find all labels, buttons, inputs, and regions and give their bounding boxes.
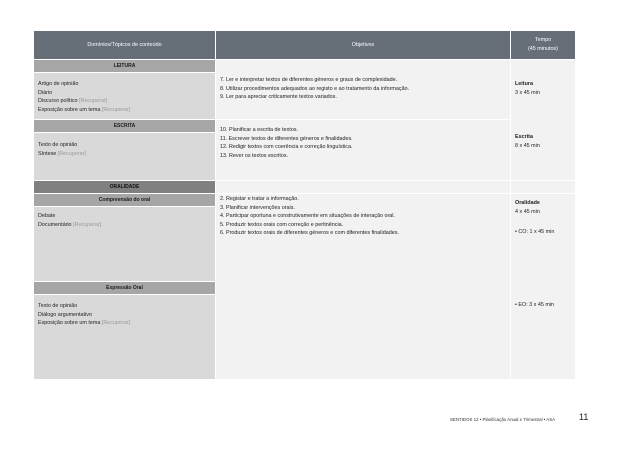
time-cell-oralidade [511,194,576,380]
leitura-contents [34,73,216,120]
oralidade-title-row [34,181,576,194]
objective-item: 7. Ler e interpretar textos de diferentes géneros e graus de complexidade. [220,77,398,83]
compreensao-title: Compreensão do oral [34,194,216,207]
header-time-sub: (45 minutos) [528,46,558,52]
leitura-title-row [34,60,576,73]
time-label-escrita: Escrita [515,134,533,141]
time-value-oralidade: 4 x 45 min [515,208,540,215]
time-label-oralidade: Oralidade [515,200,540,206]
objective-item: 3. Planificar intervenções orais. [220,204,295,211]
header-objectives: Objetivos [216,31,511,60]
escrita-contents [34,133,216,181]
content-item: Síntese [Recuperar] [38,150,86,157]
planning-table-page [33,30,575,380]
content-item: Diário [38,89,53,96]
compreensao-contents [34,207,216,282]
time-value-co: • CO: 1 x 45 min [515,229,555,236]
objective-item: 10. Planificar a escrita de textos. [220,127,298,133]
content-item: Documentário [Recuperar] [38,221,102,228]
content-item: Discurso político [Recuperar] [38,98,108,105]
content-item: Texto de opinião [38,142,78,148]
escrita-objectives [216,120,511,181]
objective-item: 9. Ler para apreciar criticamente textos variados. [220,94,337,101]
content-item: Artigo de opinião [38,81,79,87]
time-value-escrita: 8 x 45 min [515,142,540,149]
escrita-title-row [34,120,576,133]
time-value-eo: • EO: 3 x 45 min [515,301,555,308]
objective-item: 4. Participar oportuna e construtivamente em situações de interação oral. [220,213,395,220]
compreensao-title-row [34,194,576,207]
expressao-title: Expressão Oral [34,282,216,295]
header-time [511,31,576,60]
objective-item: 5. Produzir textos orais com correção e pertinência. [220,221,344,228]
leitura-objectives [216,60,511,120]
header-time-title: Tempo [534,37,552,44]
footer-text: SENTIDOS 12 • Planificação Anual e Trimestral • ASA [450,417,556,422]
time-cell-leitura-escrita [511,60,576,181]
content-item: Exposição sobre um tema [Recuperar] [38,106,130,113]
page-number: 11 [579,412,589,422]
oralidade-title: ORALIDADE [34,181,216,194]
objective-item: 2. Registar e tratar a informação. [220,196,299,202]
expressao-contents [34,295,216,380]
content-item: Texto de opinião [38,303,78,309]
time-label-leitura: Leitura [515,81,533,87]
content-item: Debate [38,213,56,219]
leitura-title: LEITURA [34,60,216,73]
objective-item: 12. Redigir textos com coerência e correção linguística. [220,144,353,151]
header-domains: Domínios/Tópicos de conteúdo [34,31,216,60]
content-item: Exposição sobre um tema [Recuperar] [38,320,130,327]
objective-item: 13. Rever os textos escritos. [220,152,289,159]
planning-table [33,30,576,380]
objective-item: 11. Escrever textos de diferentes géneros e finalidades. [220,135,353,142]
content-item: Diálogo argumentativo [38,311,92,318]
page-footer [450,414,600,428]
objective-item: 8. Utilizar procedimentos adequados ao registo e ao tratamento da informação. [220,85,410,92]
oralidade-title-spacer [216,181,511,194]
escrita-title: ESCRITA [34,120,216,133]
oralidade-objectives [216,194,511,380]
table-header-row [34,31,576,60]
objective-item: 6. Produzir textos orais de diferentes géneros e com diferentes finalidades. [220,230,399,237]
oralidade-time-spacer [511,181,576,194]
time-value-leitura: 3 x 45 min [515,89,540,96]
